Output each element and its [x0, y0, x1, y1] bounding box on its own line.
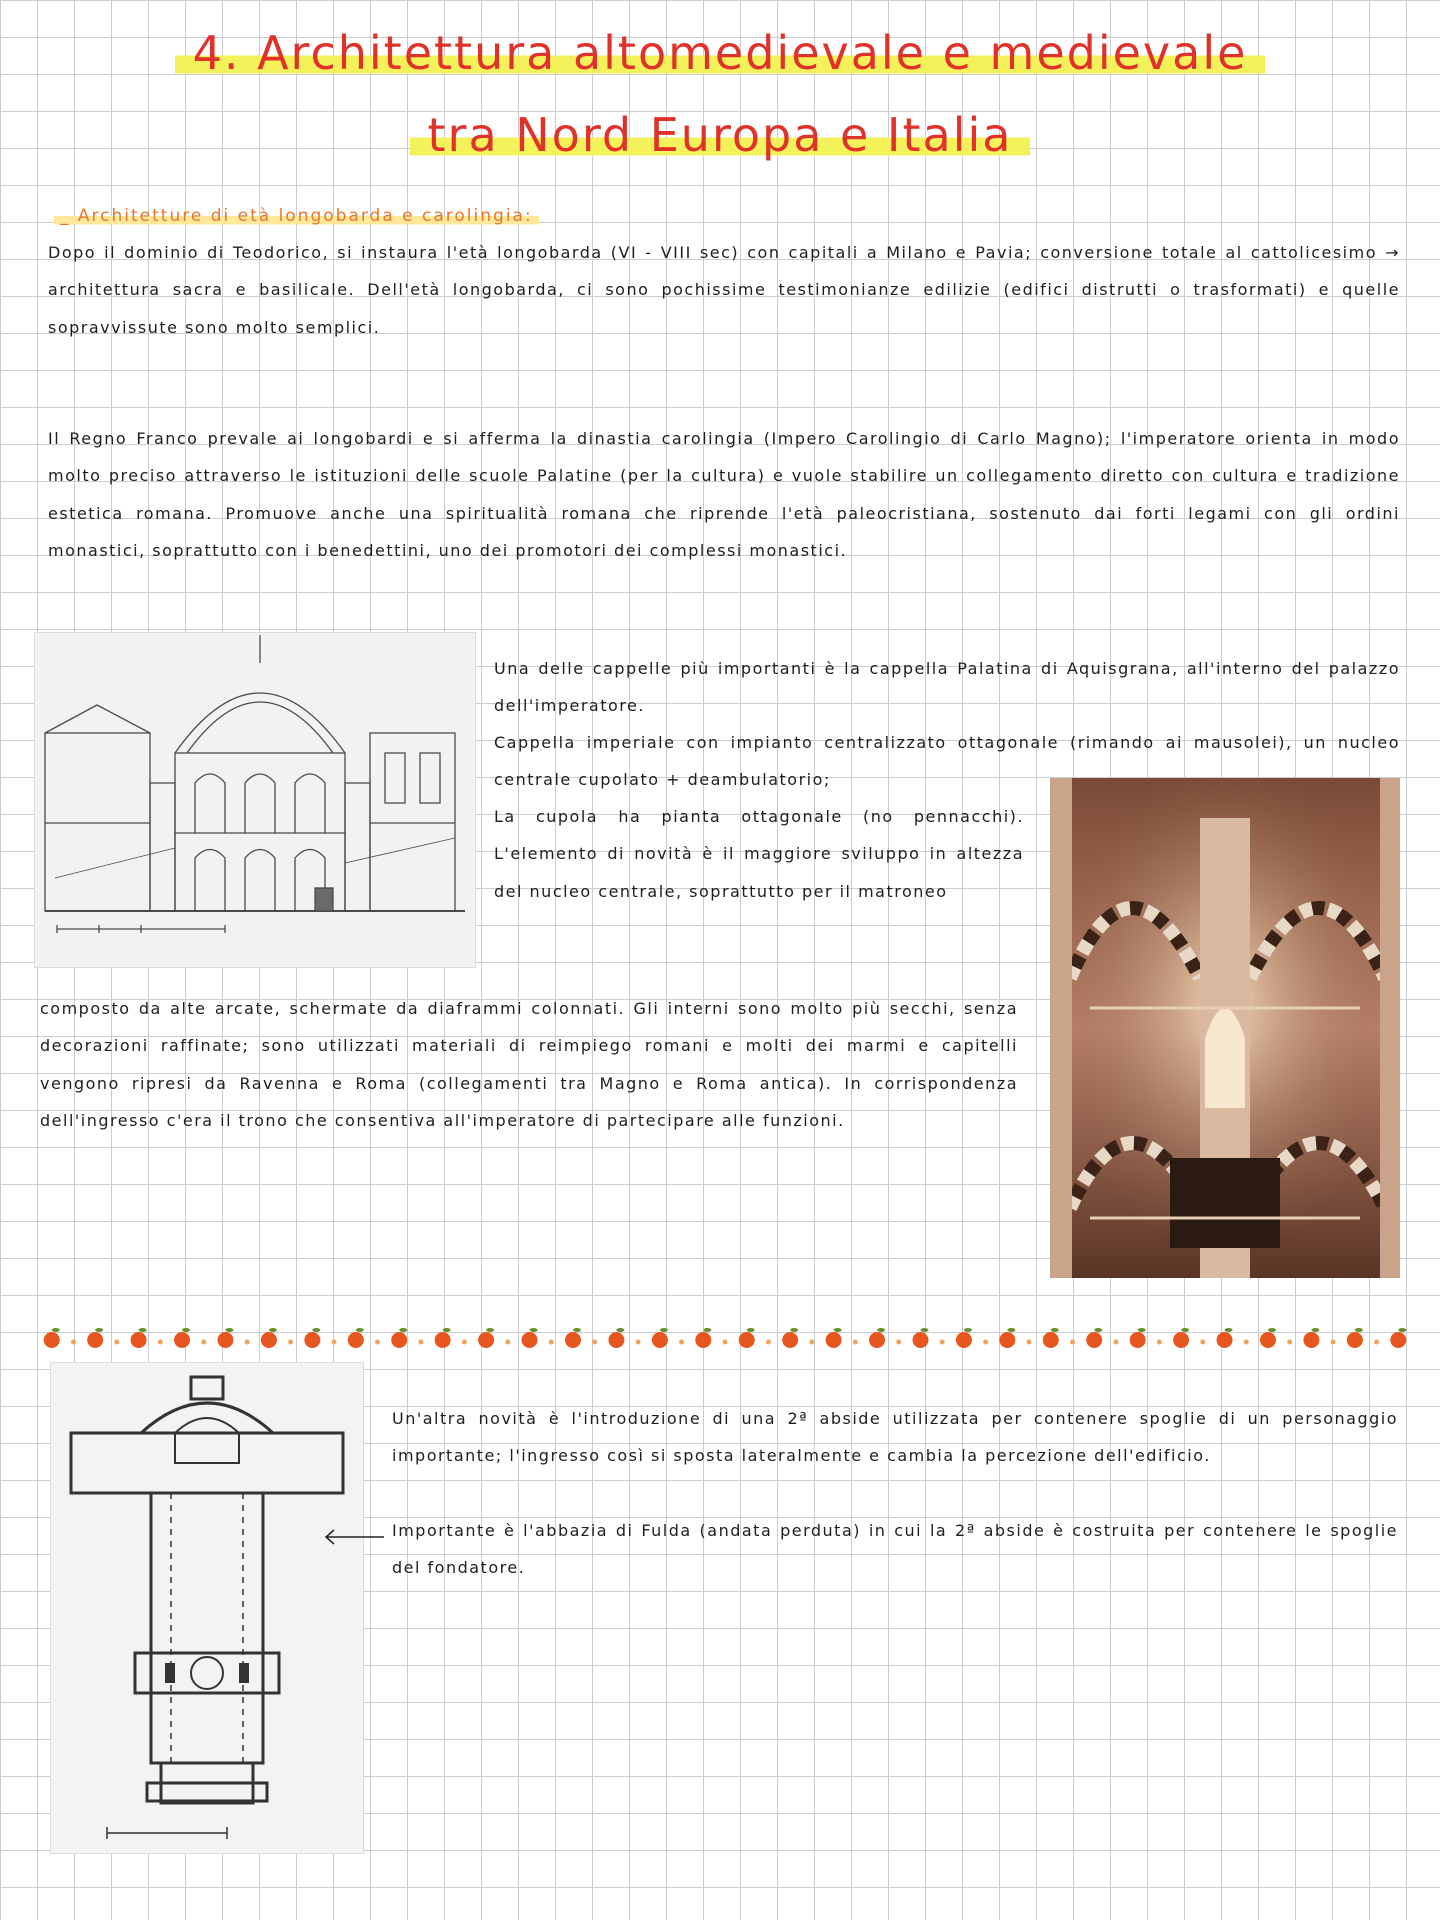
apple-icon	[304, 1328, 320, 1348]
paragraph-dome: La cupola ha pianta ottagonale (no pennacchi). L'elemento di novità è il maggiore sviluppo in altezza del nucleo centrale, soprattutto per il matroneo	[494, 807, 1024, 901]
arrow-left-icon	[320, 1520, 388, 1554]
divider-dot	[592, 1340, 597, 1345]
apple-icon	[261, 1328, 277, 1348]
apple-icon	[826, 1328, 842, 1348]
paragraph-interiors: composto da alte arcate, schermate da diaframmi colonnati. Gli interni sono molto più secchi, senza decorazioni raffinate; sono utilizzati materiali di reimpiego romani e molti dei marmi e capitelli vengono ripresi da Ravenna e Roma (collegamenti tra Magno e Roma antica). In corrispondenza dell'ingresso c'era il trono che consentiva all'imperatore di partecipare alle funzioni.	[40, 999, 1018, 1130]
apple-divider	[30, 1320, 1420, 1356]
apple-icon	[739, 1328, 755, 1348]
divider-dot	[723, 1340, 728, 1345]
apple-icon	[1173, 1328, 1189, 1348]
apple-icon	[1303, 1328, 1319, 1348]
divider-dot	[418, 1340, 423, 1345]
paragraph-second-apse: Un'altra novità è l'introduzione di una 2ª abside utilizzata per contenere spoglie di un personaggio importante; l'ingresso così si sposta lateralmente e cambia la percezione dell'edificio.	[392, 1409, 1398, 1466]
divider-dot	[983, 1340, 988, 1345]
section-heading: _ Architetture di età longobarda e carolingia:	[54, 206, 539, 226]
divider-dot	[636, 1340, 641, 1345]
section-drawing-image	[34, 632, 476, 968]
apple-icon	[782, 1328, 798, 1348]
apple-icon	[1130, 1328, 1146, 1348]
apple-icon	[217, 1328, 233, 1348]
divider-dot	[809, 1340, 814, 1345]
apple-icon	[44, 1328, 60, 1348]
apple-icon	[1086, 1328, 1102, 1348]
paragraph-carolingian-kingdom: Il Regno Franco prevale ai longobardi e si afferma la dinastia carolingia (Impero Carolingio di Carlo Magno); l'imperatore orienta in modo molto preciso attraverso le istituzioni delle scuole Palatine (per la cultura) e vuole stabilire un collegamento diretto con cultura e tradizione estetica romana. Promuove anche una spiritualità romana che riprende l'età paleocristiana, sostenuto dai forti legami con gli ordini monastici, soprattutto con i benedettini, uno dei promotori dei complessi monastici.	[48, 429, 1400, 560]
divider-dot	[1027, 1340, 1032, 1345]
paragraph-imperial-chapel: Cappella imperiale con impianto centralizzato ottagonale (rimando ai mausolei), un nucleo centrale cupolato + deambulatorio;	[494, 733, 1400, 790]
apple-icon	[391, 1328, 407, 1348]
page-title-line-1: 4. Architettura altomedievale e medievale	[0, 26, 1440, 80]
apple-icon	[1390, 1328, 1406, 1348]
divider-dot	[1070, 1340, 1075, 1345]
divider-dot	[1200, 1340, 1205, 1345]
section-drawing-svg	[35, 633, 475, 967]
apple-icon	[478, 1328, 494, 1348]
paragraph-palatine-chapel: Una delle cappelle più importanti è la cappella Palatina di Aquisgrana, all'interno del palazzo dell'imperatore.	[494, 659, 1400, 716]
divider-dot	[158, 1340, 163, 1345]
apple-icon	[565, 1328, 581, 1348]
plan-drawing-image	[50, 1362, 364, 1854]
apple-icon	[956, 1328, 972, 1348]
interior-photo-svg	[1050, 778, 1400, 1278]
divider-dot	[1157, 1340, 1162, 1345]
page-title-line-2: tra Nord Europa e Italia	[0, 108, 1440, 162]
apple-icon	[608, 1328, 624, 1348]
divider-dot	[71, 1340, 76, 1345]
divider-dot	[1374, 1340, 1379, 1345]
divider-dot	[549, 1340, 554, 1345]
divider-dot	[940, 1340, 945, 1345]
plan-drawing-svg	[51, 1363, 363, 1853]
apple-icon	[999, 1328, 1015, 1348]
divider-dot	[462, 1340, 467, 1345]
interior-photo-image	[1050, 778, 1400, 1278]
divider-dot	[375, 1340, 380, 1345]
apple-icon	[1043, 1328, 1059, 1348]
divider-dot	[766, 1340, 771, 1345]
apple-icon	[174, 1328, 190, 1348]
apple-icon	[652, 1328, 668, 1348]
apple-icon	[87, 1328, 103, 1348]
divider-dot	[896, 1340, 901, 1345]
apple-icon	[869, 1328, 885, 1348]
divider-dot	[1113, 1340, 1118, 1345]
apple-icon	[348, 1328, 364, 1348]
divider-dot	[332, 1340, 337, 1345]
divider-dot	[853, 1340, 858, 1345]
divider-dot	[505, 1340, 510, 1345]
divider-dot	[245, 1340, 250, 1345]
paragraph-longobard-age: Dopo il dominio di Teodorico, si instaura l'età longobarda (VI - VIII sec) con capitali a Milano e Pavia; conversione totale al cattolicesimo → architettura sacra e basilicale. Dell'età longobarda, ci sono pochissime testimonianze edilizie (edifici distrutti o trasformati) e quelle sopravvissute sono molto semplici.	[48, 243, 1400, 337]
apple-icon	[1217, 1328, 1233, 1348]
apple-icon	[1347, 1328, 1363, 1348]
divider-dot	[679, 1340, 684, 1345]
divider-dot	[288, 1340, 293, 1345]
apple-icon	[912, 1328, 928, 1348]
paragraph-fulda: Importante è l'abbazia di Fulda (andata perduta) in cui la 2ª abside è costruita per contenere le spoglie del fondatore.	[392, 1521, 1398, 1578]
apple-icon	[522, 1328, 538, 1348]
apple-icon	[131, 1328, 147, 1348]
divider-dot	[201, 1340, 206, 1345]
apple-icon	[435, 1328, 451, 1348]
divider-dot	[1287, 1340, 1292, 1345]
apple-icon	[695, 1328, 711, 1348]
divider-dot	[114, 1340, 119, 1345]
apple-icon	[1260, 1328, 1276, 1348]
divider-dot	[1244, 1340, 1249, 1345]
divider-dot	[1331, 1340, 1336, 1345]
